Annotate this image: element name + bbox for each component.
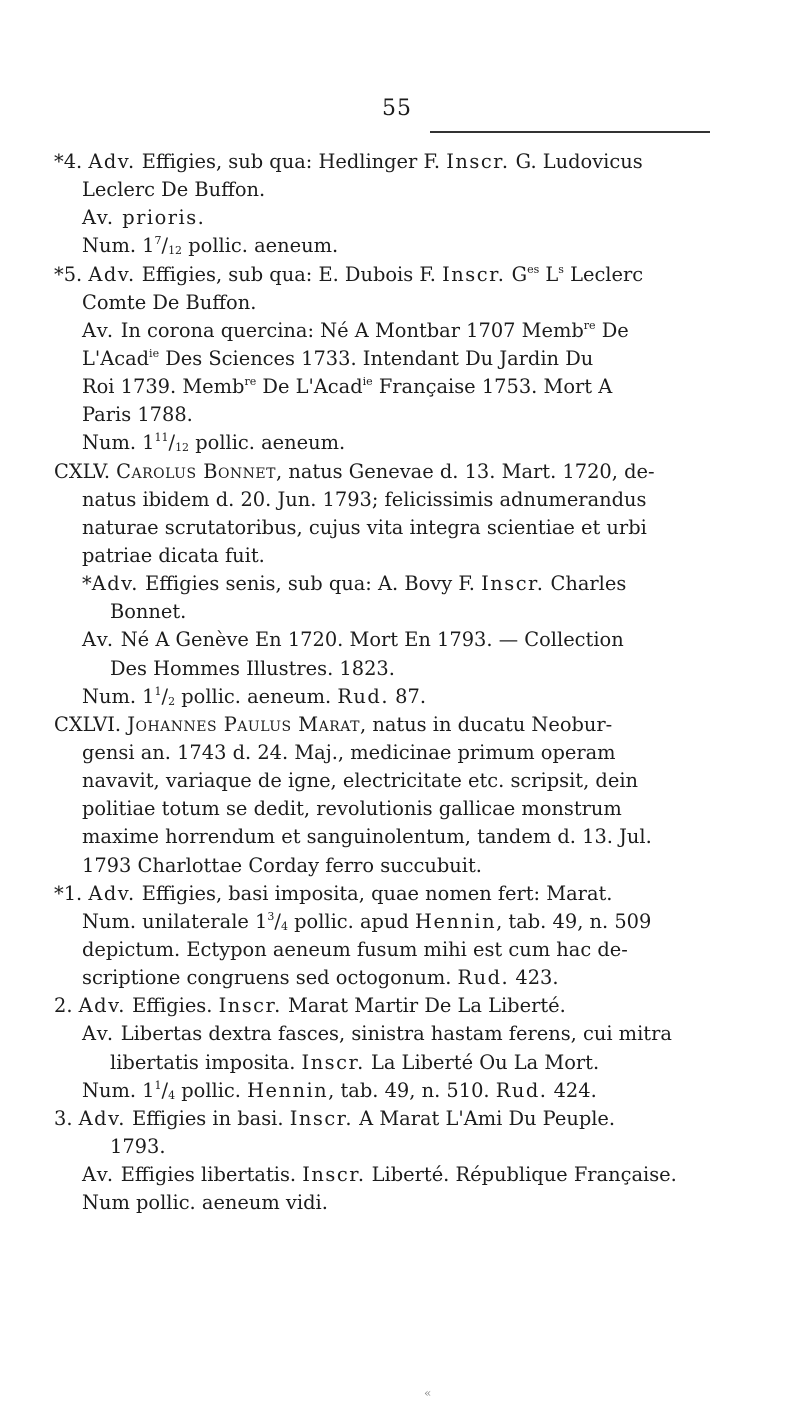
- entry-5-line-2: Comte De Buffon.: [82, 290, 257, 314]
- cxlv-line-3: naturae scrutatoribus, cujus vita integra scientiae et urbi: [82, 515, 647, 539]
- cxlvi-line-17: Av. Effigies libertatis. Inscr. Liberté. République Française.: [82, 1163, 677, 1187]
- cxlvi-line-15: 3. Adv. Effigies in basi. Inscr. A Marat L'Ami Du Peuple.: [54, 1106, 616, 1130]
- entry-4-line-2: Leclerc De Buffon.: [82, 178, 266, 202]
- cxlvi-line-11: 2. Adv. Effigies. Inscr. Marat Martir De La Liberté.: [54, 994, 566, 1018]
- cxlvi-line-9: depictum. Ectypon aeneum fusum mihi est cum hac de-: [82, 937, 628, 961]
- cxlvi-line-8: Num. unilaterale $1^3/_4$ pollic. apud Hennin, tab. 49, n. 509: [82, 909, 652, 933]
- cxlvi-line-13: libertatis imposita. Inscr. La Liberté Ou La Mort.: [110, 1050, 600, 1074]
- cxlv-line-8: Des Hommes Illustres. 1823.: [110, 656, 395, 680]
- cxlvi-line-3: navavit, variaque de igne, electricitate etc. scripsit, dein: [82, 769, 639, 793]
- entry-4-line-4: Num. $1^7/_{12}$ pollic. aeneum.: [82, 234, 339, 258]
- cxlv-line-7: Av. Né A Genève En 1720. Mort En 1793. — Collection: [82, 628, 624, 652]
- cxlvi-line-6: 1793 Charlottae Corday ferro succubuit.: [82, 853, 482, 877]
- entry-4-line-3: Av. prioris.: [82, 206, 206, 230]
- header-rule: [430, 131, 710, 133]
- page-text: [0, 148, 800, 1217]
- cxlvi-line-10: scriptione congruens sed octogonum. Rud. 423.: [82, 966, 559, 990]
- entry-5-line-6: Paris 1788.: [82, 403, 193, 427]
- cxlvi-line-14: Num. $1^1/_4$ pollic. Hennin, tab. 49, n. 510. Rud. 424.: [82, 1078, 597, 1102]
- cxlv-line-4: patriae dicata fuit.: [82, 543, 265, 567]
- entry-5-line-5: Roi 1739. Memb$^{re}$ De L'Acad$^{ie}$ Française 1753. Mort A: [82, 375, 613, 399]
- entry-5-line-4: L'Acad$^{ie}$ Des Sciences 1733. Intendant Du Jardin Du: [82, 346, 594, 370]
- cxlvi-line-12: Av. Libertas dextra fasces, sinistra hastam ferens, cui mitra: [82, 1022, 672, 1046]
- entry-4-line-1: *4. Adv. Effigies, sub qua: Hedlinger F. Inscr. G. Ludovicus: [54, 150, 643, 173]
- cxlvi-line-5: maxime horrendum et sanguinolentum, tandem d. 13. Jul.: [82, 825, 652, 849]
- cxlv-line-6: Bonnet.: [110, 600, 187, 624]
- entry-5-line-7: Num. $1^{11}/_{12}$ pollic. aeneum.: [82, 431, 346, 455]
- cxlv-line-2: natus ibidem d. 20. Jun. 1793; felicissimis adnumerandus: [82, 487, 647, 511]
- entry-5-line-1: *5. Adv. Effigies, sub qua: E. Dubois F. Inscr. $G^{es}$ $L^s$ Leclerc: [54, 262, 644, 286]
- cxlvi-line-18: Num pollic. aeneum vidi.: [82, 1191, 328, 1215]
- cxlvi-line-7: *1. Adv. Effigies, basi imposita, quae nomen fert: Marat.: [54, 881, 613, 905]
- cxlv-line-9: Num. $1^1/_2$ pollic. aeneum. Rud. 87.: [82, 684, 426, 708]
- cxlv-line-5: *Adv. Effigies senis, sub qua: A. Bovy F. Inscr. Charles: [82, 572, 627, 596]
- cxlvi-line-16: 1793.: [110, 1134, 166, 1158]
- entry-5-line-3: Av. In corona quercina: Né A Montbar 1707 Memb$^{re}$ De: [82, 318, 629, 342]
- footer-mark: «: [424, 1386, 432, 1400]
- cxlvi-line-1: CXLVI. Johannes Paulus Marat, natus in ducatu Neobur-: [54, 712, 613, 736]
- cxlvi-line-4: politiae totum se dedit, revolutionis gallicae monstrum: [82, 797, 622, 821]
- cxlv-line-1: CXLV. Carolus Bonnet, natus Genevae d. 13. Mart. 1720, de-: [54, 459, 655, 483]
- page-number: 55: [382, 96, 412, 121]
- cxlvi-line-2: gensi an. 1743 d. 24. Maj., medicinae primum operam: [82, 740, 616, 764]
